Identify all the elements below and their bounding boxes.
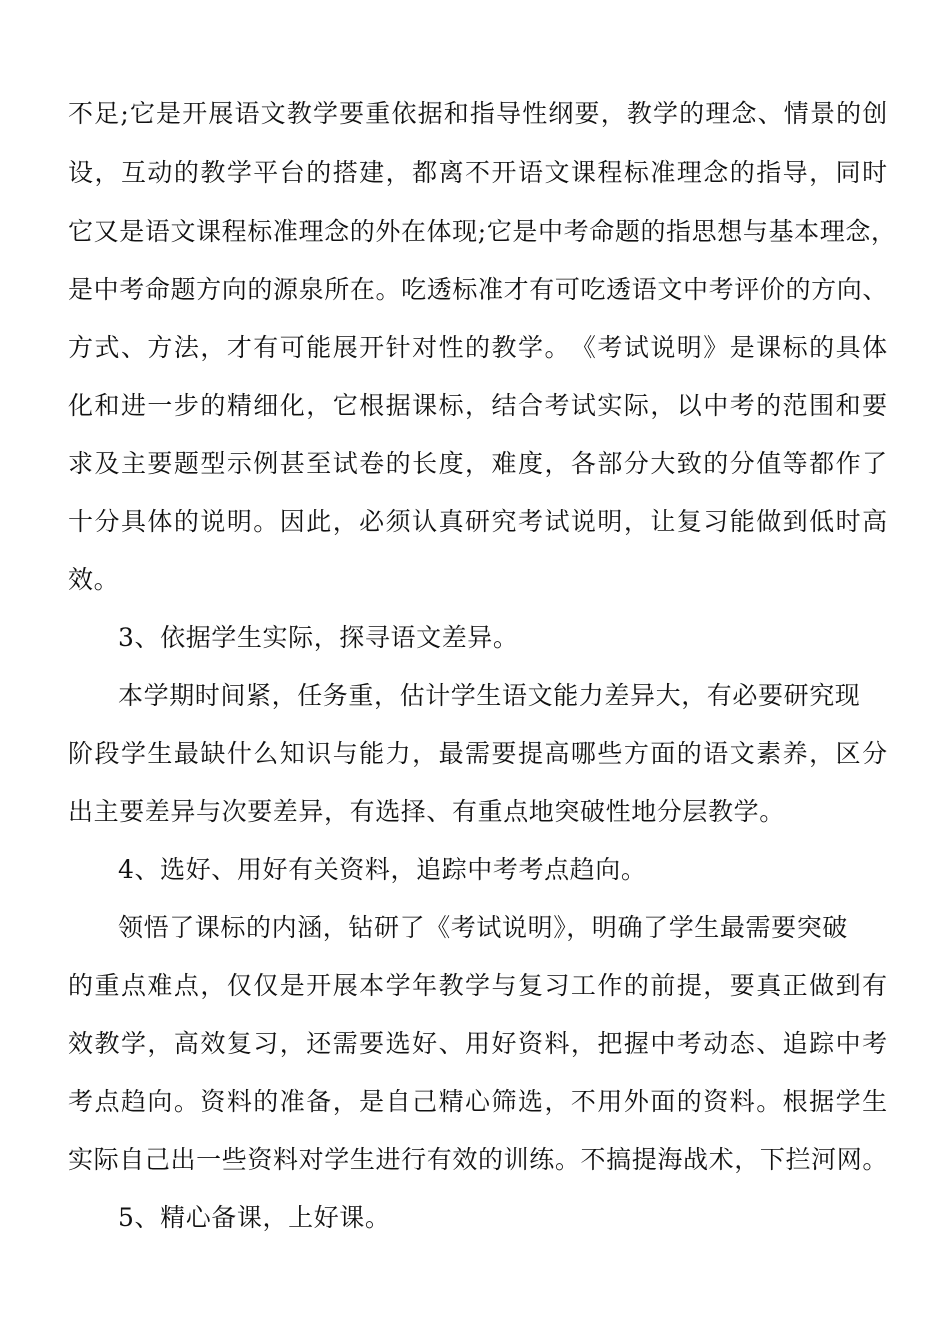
text-line: 化 和 进 一 步 的 精 细 化 ， 它 根 据 课 标 ， 结 合 考 试 实 际 ， 以 中 考 的 范 围 和 要 (68, 391, 888, 420)
text-line: 它 又 是 语 文 课 程 标 准 理 念 的 外 在 体 现 ; 它 是 中 考 命 题 的 指 思 想 与 基 本 理 念 ， (68, 217, 897, 246)
text-line: 领悟了课标的内涵，钻研了《考试说明》，明确了学生最需要突破 (118, 913, 848, 942)
section-heading: 3、依据学生实际，探寻语文差异。 (118, 623, 519, 652)
text-line: 实 际 自 己 出 一 些 资 料 对 学 生 进 行 有 效 的 训 练 。 不 搞 提 海 战 术 ， 下 拦 河 网 。 (68, 1145, 888, 1174)
text-line: 的 重 点 难 点 ， 仅 仅 是 开 展 本 学 年 教 学 与 复 习 工 作 的 前 提 ， 要 真 正 做 到 有 (68, 971, 888, 1000)
text-line: 方 式 、 方 法 ， 才 有 可 能 展 开 针 对 性 的 教 学 。 《 考 试 说 明 》 是 课 标 的 具 体 (68, 333, 888, 362)
text-line: 效 教 学 ， 高 效 复 习 ， 还 需 要 选 好 、 用 好 资 料 ， 把 握 中 考 动 态 、 追 踪 中 考 (68, 1029, 888, 1058)
text-line: 求 及 主 要 题 型 示 例 甚 至 试 卷 的 长 度 ， 难 度 ， 各 部 分 大 致 的 分 值 等 都 作 了 (68, 449, 888, 478)
text-line: 是 中 考 命 题 方 向 的 源 泉 所 在 。 吃 透 标 准 才 有 可 吃 透 语 文 中 考 评 价 的 方 向 、 (68, 275, 888, 304)
text-line: 十 分 具 体 的 说 明 。 因 此 ， 必 须 认 真 研 究 考 试 说 明 ， 让 复 习 能 做 到 低 时 高 (68, 507, 888, 536)
text-line: 考 点 趋 向 。 资 料 的 准 备 ， 是 自 己 精 心 筛 选 ， 不 用 外 面 的 资 料 。 根 据 学 生 (68, 1087, 888, 1116)
text-line: 阶 段 学 生 最 缺 什 么 知 识 与 能 力 ， 最 需 要 提 高 哪 些 方 面 的 语 文 素 养 ， 区 分 (68, 739, 888, 768)
text-line: 设 ， 互 动 的 教 学 平 台 的 搭 建 ， 都 离 不 开 语 文 课 程 标 准 理 念 的 指 导 ， 同 时 (68, 158, 888, 187)
text-line: 出主要差异与次要差异，有选择、有重点地突破性地分层教学。 (68, 797, 785, 826)
text-line: 本学期时间紧，任务重，估计学生语文能力差异大，有必要研究现 (118, 681, 861, 710)
section-heading: 4、选好、用好有关资料，追踪中考考点趋向。 (118, 855, 647, 884)
text-line: 不 足 ; 它 是 开 展 语 文 教 学 要 重 依 据 和 指 导 性 纲 要 ， 教 学 的 理 念 、 情 景 的 创 (68, 99, 888, 128)
text-line: 效。 (68, 565, 120, 594)
section-heading: 5、精心备课，上好课。 (118, 1203, 391, 1232)
